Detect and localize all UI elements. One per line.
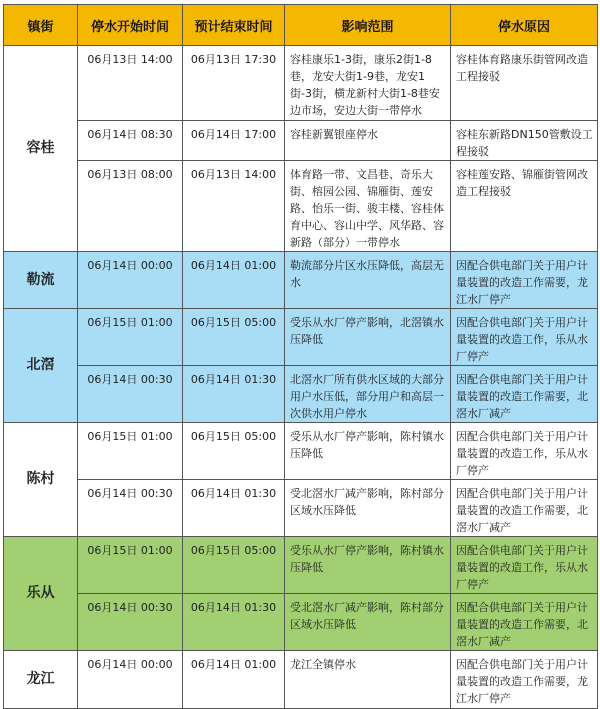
- header-row: [4, 5, 598, 46]
- reason-cell: 因配合供电部门关于用户计量装置的改造工作，乐从水厂停产: [451, 423, 598, 480]
- table-row: [4, 423, 598, 480]
- header-reason: 停水原因: [451, 5, 598, 46]
- start-time-cell: 06月14日 00:30: [78, 594, 183, 651]
- table-row: [4, 252, 598, 309]
- scope-cell: 受乐从水厂停产影响，陈村镇水压降低: [285, 537, 451, 594]
- start-time-cell: 06月14日 00:30: [78, 366, 183, 423]
- reason-cell: 容桂莲安路、锦雁街管网改造工程接驳: [451, 161, 598, 252]
- town-cell-leliu: 勒流: [4, 252, 78, 309]
- table-row: [4, 537, 598, 594]
- end-time-cell: 06月13日 14:00: [183, 161, 285, 252]
- header-scope: 影响范围: [285, 5, 451, 46]
- scope-cell: 勒流部分片区水压降低，高层无水: [285, 252, 451, 309]
- table-row: [4, 121, 598, 161]
- table-row: [4, 366, 598, 423]
- reason-cell: 因配合供电部门关于用户计量装置的改造工作需要，北滘水厂减产: [451, 366, 598, 423]
- scope-cell: 受乐从水厂停产影响，陈村镇水压降低: [285, 423, 451, 480]
- reason-cell: 因配合供电部门关于用户计量装置的改造工作需要，龙江水厂停产: [451, 651, 598, 709]
- reason-cell: 容桂东新路DN150管敷设工程接驳: [451, 121, 598, 161]
- end-time-cell: 06月14日 01:00: [183, 651, 285, 709]
- start-time-cell: 06月15日 01:00: [78, 309, 183, 366]
- town-cell-lecong: 乐从: [4, 537, 78, 651]
- reason-cell: 因配合供电部门关于用户计量装置的改造工作需要，龙江水厂停产: [451, 252, 598, 309]
- outage-table-container: [3, 4, 598, 709]
- town-cell-ronggui: 容桂: [4, 46, 78, 252]
- town-cell-chencun: 陈村: [4, 423, 78, 537]
- start-time-cell: 06月15日 01:00: [78, 423, 183, 480]
- scope-cell: 受乐从水厂停产影响，北滘镇水压降低: [285, 309, 451, 366]
- start-time-cell: 06月15日 01:00: [78, 537, 183, 594]
- water-outage-table: [3, 4, 598, 709]
- start-time-cell: 06月14日 00:00: [78, 252, 183, 309]
- start-time-cell: 06月14日 08:30: [78, 121, 183, 161]
- end-time-cell: 06月14日 01:30: [183, 366, 285, 423]
- start-time-cell: 06月14日 00:00: [78, 651, 183, 709]
- start-time-cell: 06月14日 00:30: [78, 480, 183, 537]
- end-time-cell: 06月14日 01:30: [183, 594, 285, 651]
- scope-cell: 容桂新翼银座停水: [285, 121, 451, 161]
- start-time-cell: 06月13日 14:00: [78, 46, 183, 121]
- scope-cell: 受北滘水厂减产影响，陈村部分区域水压降低: [285, 594, 451, 651]
- table-row: [4, 651, 598, 709]
- scope-cell: 受北滘水厂减产影响，陈村部分区域水压降低: [285, 480, 451, 537]
- end-time-cell: 06月13日 17:30: [183, 46, 285, 121]
- header-town: 镇街: [4, 5, 78, 46]
- reason-cell: 容桂体育路康乐街管网改造工程接驳: [451, 46, 598, 121]
- end-time-cell: 06月15日 05:00: [183, 537, 285, 594]
- town-cell-longjiang: 龙江: [4, 651, 78, 709]
- reason-cell: 因配合供电部门关于用户计量装置的改造工作需要，北滘水厂减产: [451, 480, 598, 537]
- start-time-cell: 06月13日 08:00: [78, 161, 183, 252]
- table-row: [4, 161, 598, 252]
- table-row: [4, 480, 598, 537]
- table-row: [4, 46, 598, 121]
- town-cell-beijiao: 北滘: [4, 309, 78, 423]
- end-time-cell: 06月15日 05:00: [183, 309, 285, 366]
- end-time-cell: 06月15日 05:00: [183, 423, 285, 480]
- end-time-cell: 06月14日 17:00: [183, 121, 285, 161]
- end-time-cell: 06月14日 01:00: [183, 252, 285, 309]
- reason-cell: 因配合供电部门关于用户计量装置的改造工作，乐从水厂停产: [451, 309, 598, 366]
- table-row: [4, 594, 598, 651]
- scope-cell: 龙江全镇停水: [285, 651, 451, 709]
- scope-cell: 北滘水厂所有供水区域的大部分用户水压低，部分用户和高层一次供水用户停水: [285, 366, 451, 423]
- end-time-cell: 06月14日 01:30: [183, 480, 285, 537]
- header-start-time: 停水开始时间: [78, 5, 183, 46]
- scope-cell: 容桂康乐1-3街，康乐2街1-8巷，龙安大街1-9巷，龙安1街-3街，横龙新村大街1-8巷安边市场，安边大街一带停水: [285, 46, 451, 121]
- header-end-time: 预计结束时间: [183, 5, 285, 46]
- reason-cell: 因配合供电部门关于用户计量装置的改造工作需要，北滘水厂减产: [451, 594, 598, 651]
- reason-cell: 因配合供电部门关于用户计量装置的改造工作，乐从水厂停产: [451, 537, 598, 594]
- table-row: [4, 309, 598, 366]
- scope-cell: 体育路一带、文昌巷、奇乐大街、榕园公园、锦雁街、莲安路、怡乐一街、骏丰楼、容桂体育中心、容山中学、风华路、容新路（部分）一带停水: [285, 161, 451, 252]
